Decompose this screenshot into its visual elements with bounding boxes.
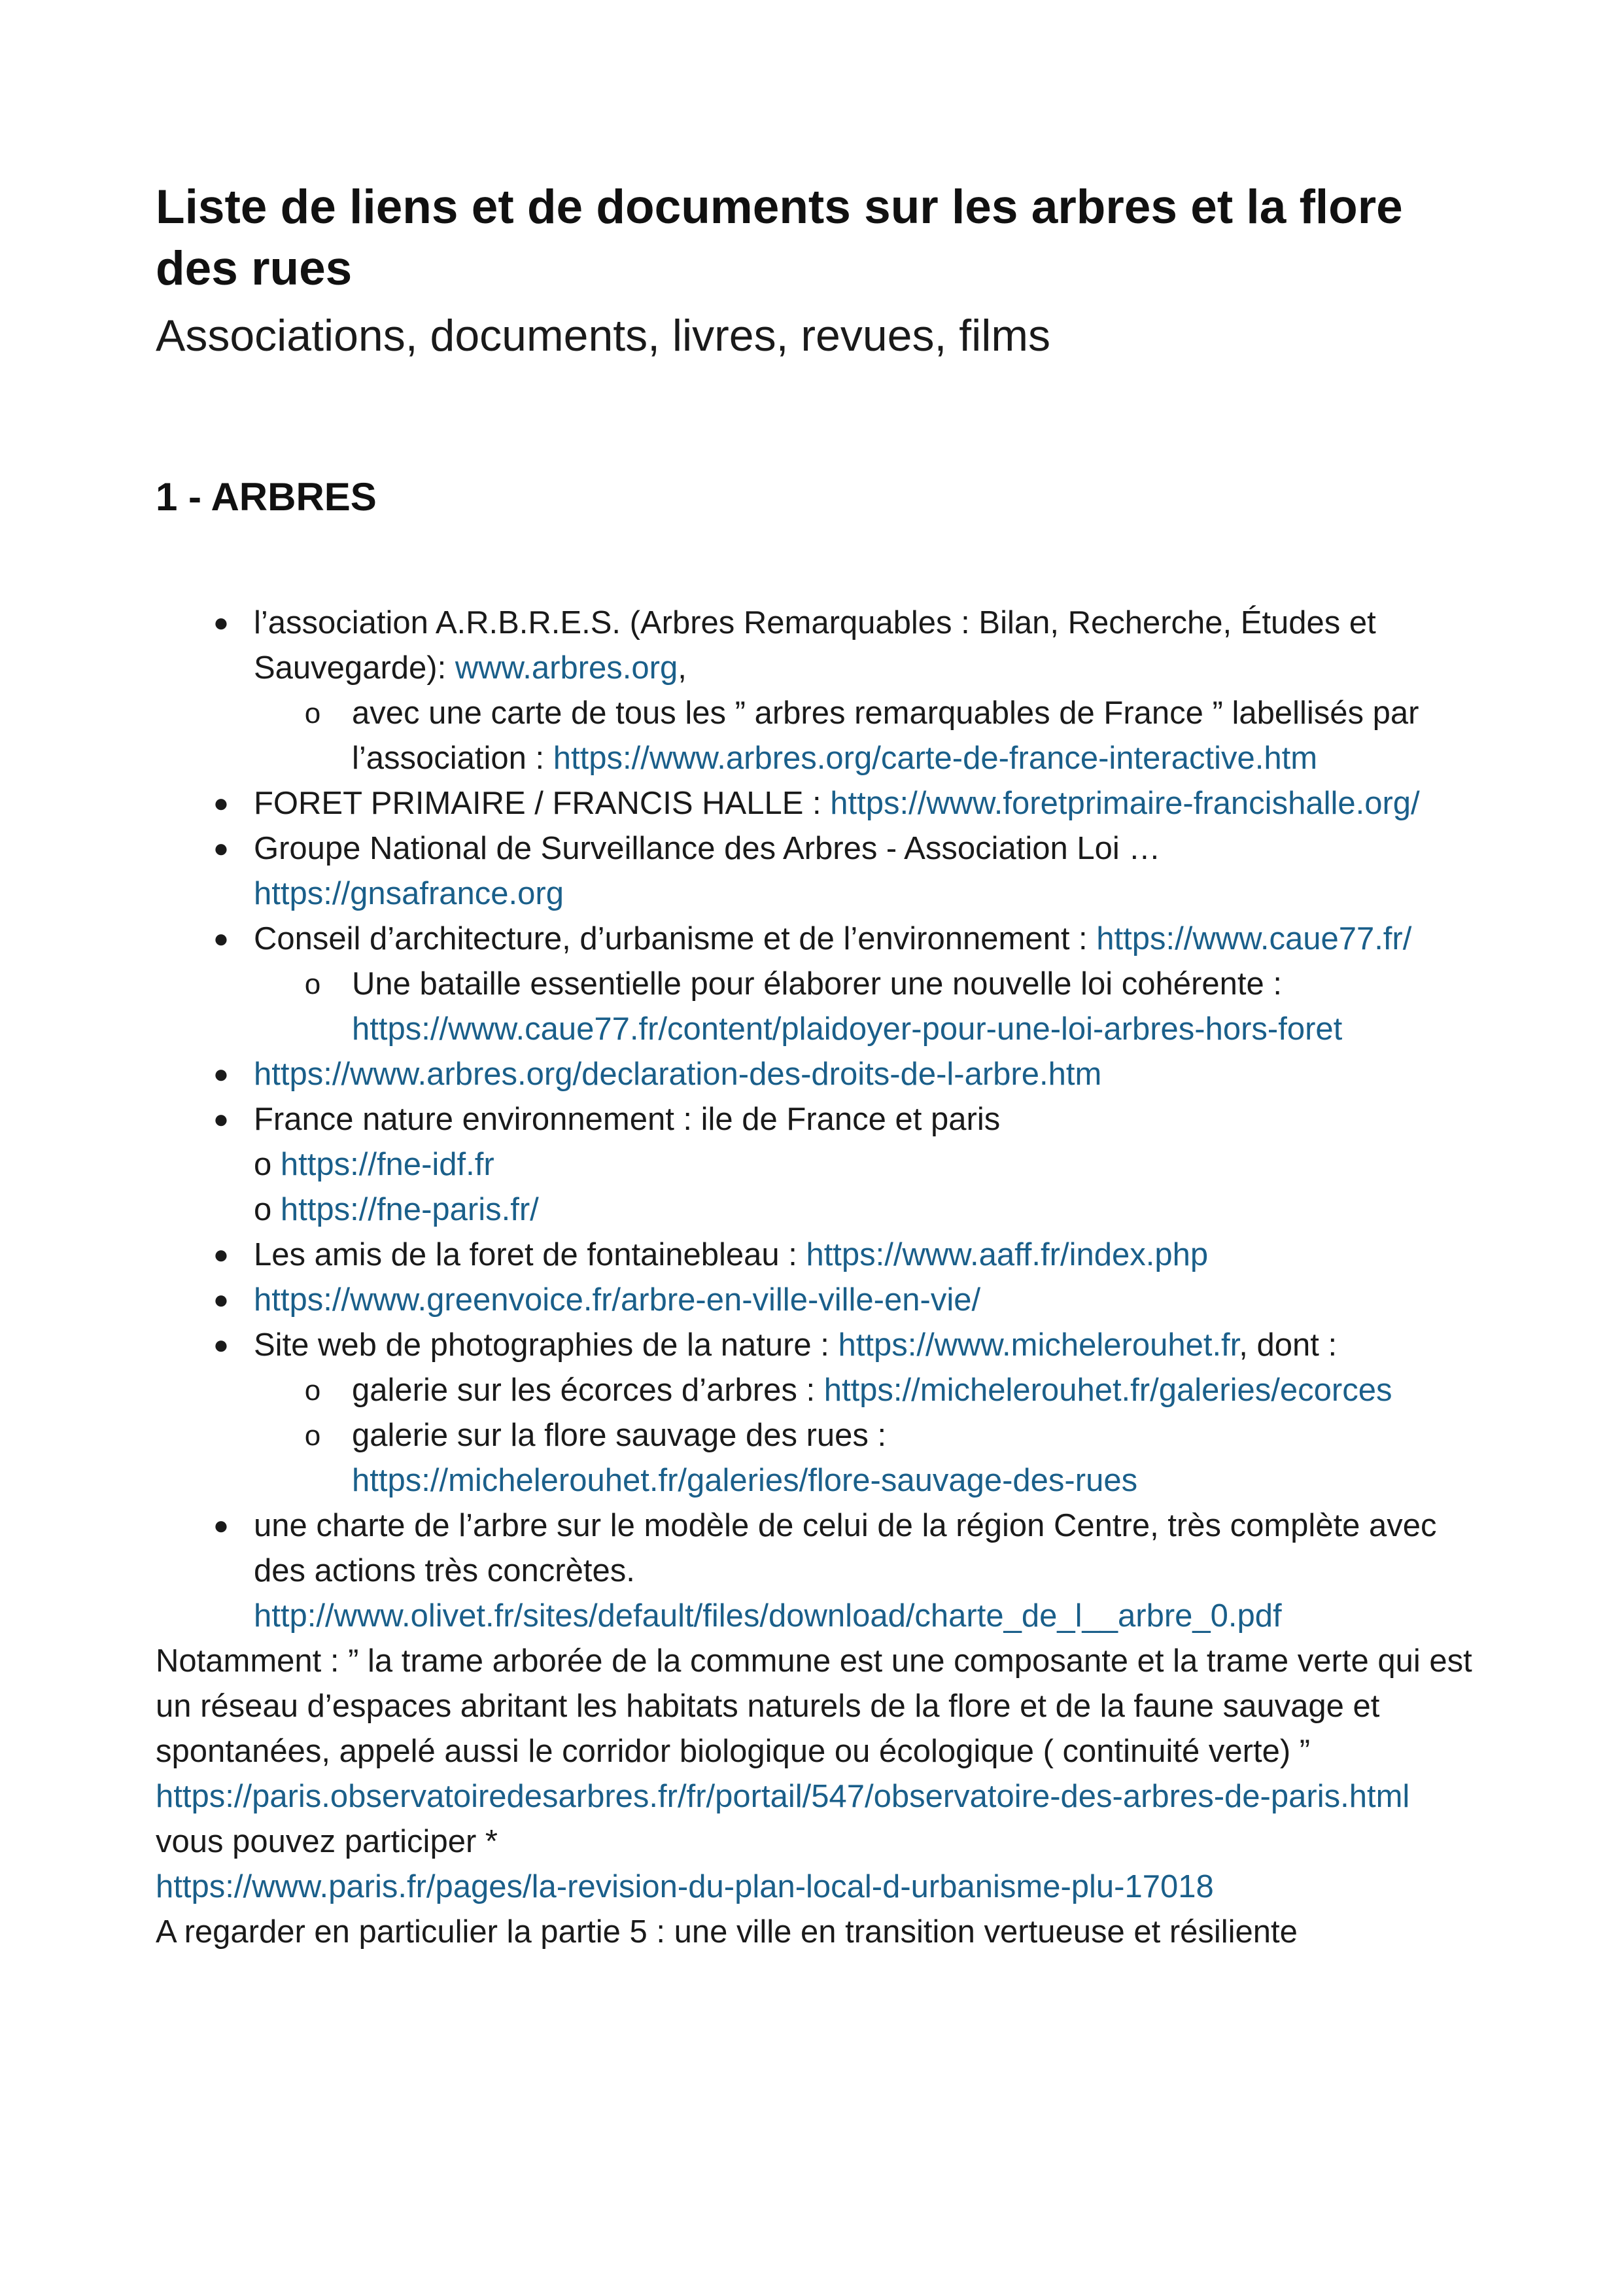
section-heading-arbres: 1 - ARBRES: [156, 475, 377, 519]
sub-item-text: avec une carte de tous les ” arbres remarquables de France ” labellisés par l’association :: [352, 695, 1419, 776]
link-greenvoice[interactable]: https://www.greenvoice.fr/arbre-en-ville-ville-en-vie/: [254, 1282, 981, 1318]
sub-bullet-icon: o: [304, 697, 321, 729]
bullet-icon: ●: [213, 1286, 230, 1314]
link-paris-plu[interactable]: https://www.paris.fr/pages/la-revision-du-plan-local-d-urbanisme-plu-17018: [156, 1869, 1214, 1904]
inline-prefix: o: [254, 1192, 281, 1227]
link-fne-paris[interactable]: https://fne-paris.fr/: [280, 1192, 539, 1227]
sub-item-text: galerie sur les écorces d’arbres :: [352, 1373, 824, 1408]
inline-link-line: [254, 1187, 1496, 1233]
list-item: [156, 1233, 1496, 1278]
list-item-text: Les amis de la foret de fontainebleau :: [254, 1237, 806, 1272]
link-ecorces[interactable]: https://michelerouhet.fr/galeries/ecorces: [823, 1373, 1392, 1408]
list-item: [156, 1052, 1496, 1097]
sub-bullet-icon: o: [304, 1375, 321, 1407]
list-item-suffix: , dont :: [1239, 1327, 1338, 1363]
list-item-text: Site web de photographies de la nature :: [254, 1327, 838, 1363]
bullet-icon: ●: [213, 924, 230, 953]
list-item-text: l’association A.R.B.R.E.S. (Arbres Remarquables : Bilan, Recherche, Études et Sauvegarde):: [254, 605, 1376, 686]
observatoire-line: [156, 1774, 1496, 1819]
link-gnsafrance[interactable]: https://gnsafrance.org: [254, 876, 564, 911]
sub-list: [254, 962, 1496, 1052]
link-michelerouhet[interactable]: https://www.michelerouhet.fr: [838, 1327, 1239, 1363]
link-fne-idf[interactable]: https://fne-idf.fr: [280, 1147, 494, 1182]
participer-text: vous pouvez participer *: [156, 1824, 498, 1859]
sub-list-item: [156, 1368, 1496, 1413]
bullet-icon: ●: [213, 608, 230, 637]
bullet-icon: ●: [213, 1240, 230, 1269]
link-flore-sauvage[interactable]: https://michelerouhet.fr/galeries/flore-sauvage-des-rues: [352, 1463, 1138, 1498]
link-carte-de-france[interactable]: https://www.arbres.org/carte-de-france-interactive.htm: [553, 741, 1318, 776]
list-item-suffix: ,: [678, 650, 687, 686]
plu-line: [156, 1865, 1496, 1910]
arbres-list: [156, 601, 1496, 1639]
sub-list: [254, 1368, 1496, 1503]
bullet-icon: ●: [213, 789, 230, 818]
list-item-text: Conseil d’architecture, d’urbanisme et de l’environnement :: [254, 921, 1097, 956]
list-item: [156, 1278, 1496, 1323]
sub-bullet-icon: o: [304, 968, 321, 1000]
sub-list: [254, 691, 1496, 781]
list-item: [156, 601, 1496, 781]
document-subtitle: Associations, documents, livres, revues, films: [156, 311, 1051, 360]
bullet-icon: ●: [213, 834, 230, 863]
sub-bullet-icon: o: [304, 1420, 321, 1452]
inline-link-line: [254, 1142, 1496, 1187]
regarder-text: A regarder en particulier la partie 5 : une ville en transition vertueuse et résiliente: [156, 1914, 1298, 1950]
document-page: [156, 177, 1496, 1955]
list-item: [156, 1323, 1496, 1503]
list-item: [156, 826, 1496, 917]
link-arbres-org[interactable]: www.arbres.org: [455, 650, 678, 686]
notamment-paragraph: Notamment : ” la trame arborée de la commune est une composante et la trame verte qui est un réseau d’espaces abritant les habitats naturels de la flore et de la faune sauvage et spontanées, appelé aussi le corridor biologique ou écologique ( continuité verte) ”: [156, 1643, 1472, 1769]
list-item-text: Groupe National de Surveillance des Arbres - Association Loi …: [254, 831, 1161, 866]
list-item: [156, 1503, 1496, 1639]
list-item: [156, 781, 1496, 826]
link-olivet-charte[interactable]: http://www.olivet.fr/sites/default/files/download/charte_de_l__arbre_0.pdf: [254, 1598, 1282, 1634]
link-caue77-plaidoyer[interactable]: https://www.caue77.fr/content/plaidoyer-pour-une-loi-arbres-hors-foret: [352, 1011, 1343, 1047]
list-item-text: FORET PRIMAIRE / FRANCIS HALLE :: [254, 786, 831, 821]
sub-list-item: [156, 691, 1496, 781]
list-item: [156, 917, 1496, 1052]
sub-list-item: [156, 1413, 1496, 1503]
list-item-text: une charte de l’arbre sur le modèle de celui de la région Centre, très complète avec des actions très concrètes.: [254, 1508, 1437, 1588]
list-item-text: France nature environnement : ile de France et paris: [254, 1102, 1001, 1137]
link-observatoire-arbres[interactable]: https://paris.observatoiredesarbres.fr/fr/portail/547/observatoire-des-arbres-de-paris.html: [156, 1779, 1410, 1814]
link-caue77[interactable]: https://www.caue77.fr/: [1096, 921, 1412, 956]
bullet-icon: ●: [213, 1060, 230, 1089]
link-aaff[interactable]: https://www.aaff.fr/index.php: [806, 1237, 1209, 1272]
list-item: [156, 1097, 1496, 1233]
bullet-icon: ●: [213, 1331, 230, 1359]
bullet-icon: ●: [213, 1511, 230, 1540]
bullet-icon: ●: [213, 1105, 230, 1134]
link-foret-primaire[interactable]: https://www.foretprimaire-francishalle.org/: [830, 786, 1420, 821]
sub-item-text: Une bataille essentielle pour élaborer une nouvelle loi cohérente :: [352, 966, 1282, 1002]
link-declaration-droits-arbre[interactable]: https://www.arbres.org/declaration-des-droits-de-l-arbre.htm: [254, 1057, 1102, 1092]
sub-item-text: galerie sur la flore sauvage des rues :: [352, 1418, 887, 1453]
sub-list-item: [156, 962, 1496, 1052]
document-title: Liste de liens et de documents sur les arbres et la flore des rues: [156, 181, 1403, 295]
inline-prefix: o: [254, 1147, 281, 1182]
